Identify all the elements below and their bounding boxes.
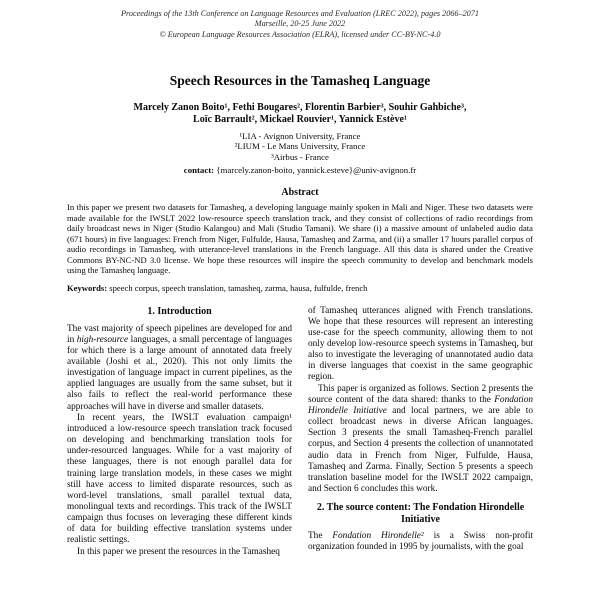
license-line: © European Language Resources Association (ELRA), licensed under CC-BY-NC-4.0	[159, 29, 441, 39]
outline-paragraph	[308, 384, 533, 496]
keywords-line	[67, 283, 533, 293]
location-date-line: Marseille, 20-25 June 2022	[254, 19, 346, 29]
author-list	[67, 102, 533, 127]
column-right	[308, 306, 533, 558]
intro-paragraph-2: In recent years, the IWSLT evaluation campaign¹ introduced a low-resource speech translation track focused on developing and benchmarking translation tools for under-resourced languages. While for a vast majority of these languages, there is not enough parallel data for training large translation models, in these cases we might still have access to limited disparate resources, such as word-level translations, small parallel textual data, monolingual texts and recordings. This track of the IWSLT campaign thus focuses on leveraging these different kinds of data for building effective translation systems under realistic settings.	[67, 412, 292, 546]
paragraph-text: and local partners, we are able to collect broadcast news in diverse African languages. Section 3 presents the small Tamasheq-French parallel corpus, and Section 4 presents the collection of unannotated audio data in French from Niger, Fulfulde, Hausa, Tamasheq and Zarma. Finally, Section 5 presents a speech translation baseline model for the IWSLT 2022 campaign, and Section 6 concludes this work.	[308, 405, 533, 495]
abstract-heading: Abstract	[281, 187, 319, 199]
affiliation-lia: ¹LIA - Avignon University, France	[239, 130, 361, 141]
affiliation-lium: ²LIUM - Le Mans University, France	[234, 141, 366, 152]
proceedings-header	[67, 9, 533, 40]
paragraph-text: languages, a small percentage of languages for which there is a large amount of annotated data freely available (Joshi et al., 2020). This not only limits the investigation of language impact in current pipelines, as the applied languages are usually from the same subset, but it also fails to reflect the real-world performance these approaches will have in diverse and smaller datasets.	[67, 334, 292, 412]
continued-paragraph: of Tamasheq utterances aligned with French translations. We hope that these resources will represent an interesting use-case for the speech community, allowing them to not only develop low-resource speech systems in Tamasheq, but also to investigate the leveraging of unannotated audio data in diverse languages that coexist in the same geographic region.	[308, 305, 533, 383]
paper-title: Speech Resources in the Tamasheq Language	[169, 72, 431, 88]
paragraph-text: is a Swiss non-profit organization founded in 1995 by journalists, with the goal	[308, 531, 534, 553]
proceedings-line: Proceedings of the 13th Conference on Language Resources and Evaluation (LREC 2022), pages 2066–2071	[121, 9, 479, 18]
affiliations	[67, 131, 533, 175]
paragraph-text: The	[308, 531, 333, 542]
intro-paragraph-3: In this paper we present the resources in the Tamasheq	[77, 546, 280, 557]
section-2-paragraph	[308, 531, 533, 553]
section-1-heading: 1. Introduction	[147, 305, 212, 317]
italic-term: high-resource	[76, 334, 129, 345]
italic-term: Fondation Hirondelle²	[332, 531, 424, 542]
keywords-label: Keywords:	[67, 282, 108, 293]
paragraph-text: The vast majority of speech pipelines are developed for and in	[67, 323, 292, 345]
keywords-text: speech corpus, speech translation, tamasheq, zarma, hausa, fulfulde, french	[107, 282, 368, 293]
affiliation-airbus: ³Airbus - France	[271, 152, 329, 163]
authors-line-1: Marcely Zanon Boito¹, Fethi Bougares², Florentin Barbier³, Souhir Gahbiche³,	[133, 101, 467, 113]
two-column-body	[67, 306, 533, 558]
section-2-heading: 2. The source content: The Fondation Hirondelle Initiative	[316, 502, 525, 526]
authors-line-2: Loïc Barrault², Mickael Rouvier¹, Yannick Estève¹	[193, 114, 407, 126]
contact-label: contact:	[183, 164, 215, 175]
abstract-text: In this paper we present two datasets for Tamasheq, a developing language mainly spoken in Mali and Niger. These two datasets were made available for the IWSLT 2022 low-resource speech translation track, and they consist of collections of radio recordings from daily broadcast news in Niger (Studio Kalangou) and Mali (Studio Tamani). We share (i) a massive amount of unlabeled audio data (671 hours) in five languages: French from Niger, Fulfulde, Hausa, Tamasheq and Zarma, and (ii) a smaller 17 hours parallel corpus of audio recordings in Tamasheq, with utterance-level translations in the French language. All this data is shared under the Creative Commons BY-NC-ND 3.0 license. We hope these resources will inspire the speech community to develop and benchmark models using the Tamasheq language.	[67, 202, 533, 276]
contact-line	[67, 165, 533, 176]
italic-term: Fondation Hirondelle Initiative	[308, 394, 533, 416]
intro-paragraph-1	[67, 324, 292, 413]
contact-email: {marcely.zanon-boito, yannick.esteve}@univ-avignon.fr	[214, 164, 417, 175]
column-left	[67, 306, 292, 558]
paragraph-text: This paper is organized as follows. Section 2 presents the source content of the data shared: thanks to the	[308, 383, 533, 405]
